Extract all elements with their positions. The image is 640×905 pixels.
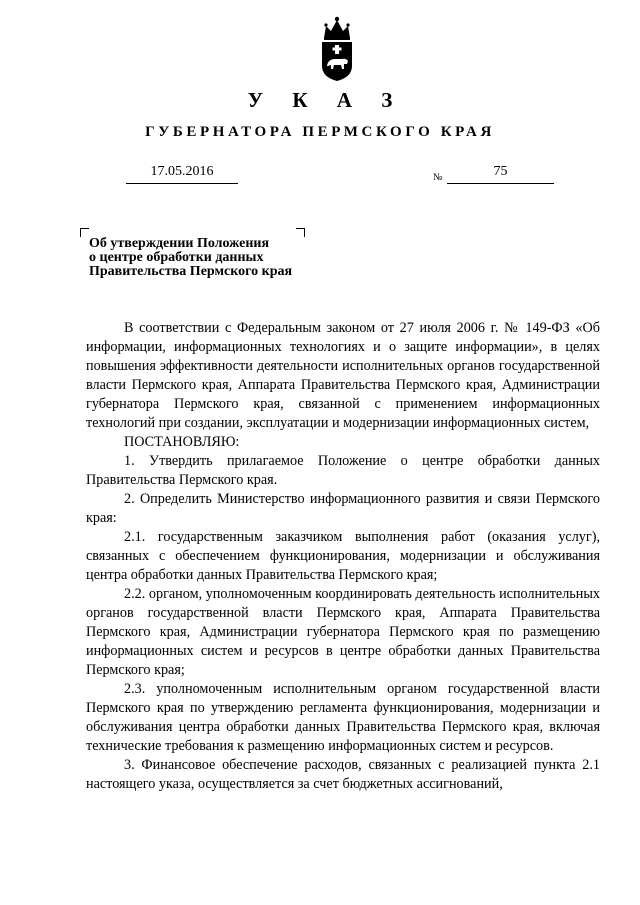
decree-body <box>86 319 600 794</box>
preamble-paragraph: В соответствии с Федеральным законом от 27 июля 2006 г. № 149-ФЗ «Об информации, информационных технологиях и о защите информации», в целях повышения эффективности деятельности исполнительных органов государственной власти Пермского края, Аппарата Правительства Пермского края, Администрации губернатора Пермского края, связанной с применением информационных технологий при создании, эксплуатации и модернизации информационных систем, <box>86 320 600 431</box>
item-paragraph: 2.1. государственным заказчиком выполнения работ (оказания услуг), связанных с обеспечением функционирования, модернизации и обслуживания центра обработки данных Правительства Пермского края; <box>86 529 600 583</box>
document-title: У К А З <box>247 88 405 112</box>
subject-line: о центре обработки данных <box>89 250 264 265</box>
subject-bracket-left <box>80 228 89 237</box>
item-paragraph: 2.2. органом, уполномоченным координировать деятельность исполнительных органов государственной власти Пермского края, Аппарата Правительства Пермского края, Администрации губернатора Пермского края по размещению информационных систем и ресурсов в центре обработки данных Правительства Пермского края; <box>86 586 600 678</box>
subject-line: Об утверждении Положения <box>89 236 270 251</box>
decree-keyword: ПОСТАНОВЛЯЮ: <box>124 434 240 450</box>
subject-line: Правительства Пермского края <box>89 264 293 279</box>
decree-subject <box>89 237 329 279</box>
item-paragraph: 3. Финансовое обеспечение расходов, связанных с реализацией пункта 2.1 настоящего указа, осуществляется за счет бюджетных ассигнований, <box>86 757 600 792</box>
perm-krai-coat-of-arms-icon <box>318 14 356 82</box>
item-paragraph: 2.3. уполномоченным исполнительным органом государственной власти Пермского края по утверждению регламента функционирования, модернизации и обслуживания центра обработки данных Правительства Пермского края, включая технические требования к размещению информационных систем и ресурсов. <box>86 681 600 754</box>
decree-date: 17.05.2016 <box>126 163 238 184</box>
decree-number: 75 <box>447 163 554 184</box>
item-paragraph: 1. Утвердить прилагаемое Положение о центре обработки данных Правительства Пермского края. <box>86 453 600 488</box>
item-paragraph: 2. Определить Министерство информационного развития и связи Пермского края: <box>86 491 600 526</box>
number-label: № <box>433 172 443 183</box>
issuer-line: ГУБЕРНАТОРА ПЕРМСКОГО КРАЯ <box>145 124 495 140</box>
subject-bracket-right <box>296 228 305 237</box>
